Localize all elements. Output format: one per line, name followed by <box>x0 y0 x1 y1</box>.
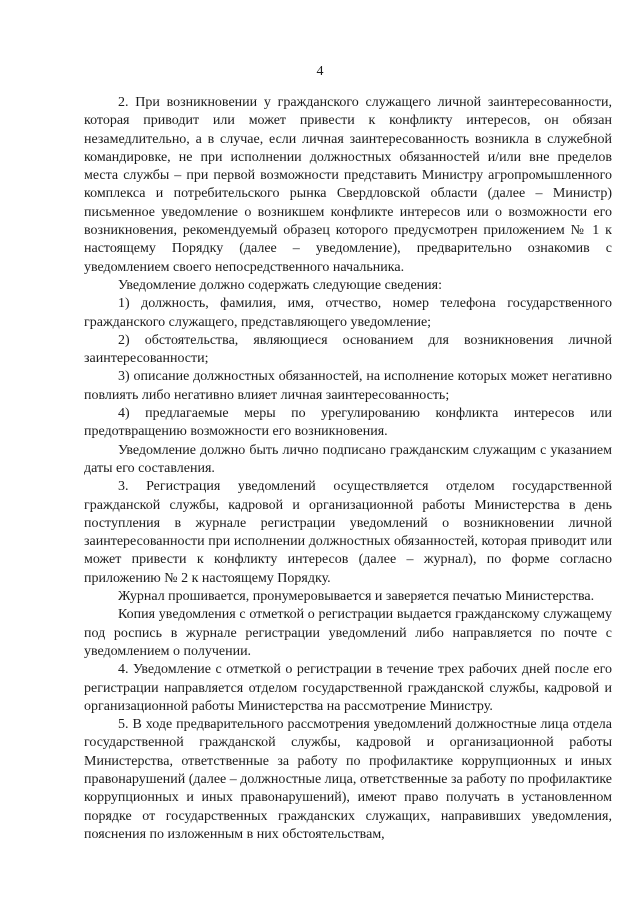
paragraph-item-1: 1) должность, фамилия, имя, отчество, номер телефона государственного гражданского служащего, представляющего уведомление; <box>84 296 612 330</box>
paragraph-item-3: 3) описание должностных обязанностей, на исполнение которых может негативно повлиять либо негативно влияет личная заинтересованность; <box>84 369 612 403</box>
page-number: 4 <box>316 64 324 79</box>
paragraph-clause-2: 2. При возникновении у гражданского служащего личной заинтересованности, которая приводит или может привести к конфликту интересов, он обязан незамедлительно, а в случае, если личная заинтересованность возникла в служебной командировке, не при исполнении должностных обязанностей и/или вне пределов места службы – при первой возможности представить Министру агропромышленного комплекса и потребительского рынка Свердловской области (далее – Министр) письменное уведомление о возникшем конфликте интересов или о возможности его возникновения, рекомендуемый образец которого предусмотрен приложением № 1 к настоящему Порядку (далее – уведомление), предварительно ознакомив с уведомлением своего непосредственного начальника. <box>84 95 612 275</box>
paragraph-clause-3: 3. Регистрация уведомлений осуществляется отделом государственной гражданской службы, кадровой и организационной работы Министерства в день поступления в журнале регистрации уведомлений о возникновении личной заинтересованности при исполнении должностных обязанностей, которая приводит или может привести к конфликту интересов (далее – журнал), по форме согласно приложению № 2 к настоящему Порядку. <box>84 479 612 586</box>
paragraph-copy-issuance: Копия уведомления с отметкой о регистрации выдается гражданскому служащему под роспись в журнале регистрации уведомлений либо направляется по почте с уведомлением о получении. <box>84 607 612 659</box>
paragraph-notice-content-intro: Уведомление должно содержать следующие сведения: <box>118 277 442 293</box>
paragraph-clause-4: 4. Уведомление с отметкой о регистрации в течение трех рабочих дней после его регистрации направляется отделом государственной гражданской службы, кадровой и организационной работы Министерства на рассмотрение Министру. <box>84 662 612 714</box>
paragraph-clause-5: 5. В ходе предварительного рассмотрения уведомлений должностные лица отдела государственной гражданской службы, кадровой и организационной работы Министерства, ответственные за работу по профилактике коррупционных и иных правонарушений (далее – должностные лица, ответственные за работу по профилактике коррупционных и иных правонарушений), имеют право получать в установленном порядке от государственных гражданских служащих, направивших уведомления, пояснения по изложенным в них обстоятельствам, <box>84 717 612 842</box>
paragraph-item-2: 2) обстоятельства, являющиеся основанием для возникновения личной заинтересованности; <box>84 332 612 367</box>
paragraph-journal: Журнал прошивается, пронумеровывается и заверяется печатью Министерства. <box>118 589 595 605</box>
paragraph-item-4: 4) предлагаемые меры по урегулированию конфликта интересов или предотвращению возможности его возникновения. <box>84 406 612 440</box>
document-body <box>84 94 612 844</box>
paragraph-signature-requirement: Уведомление должно быть лично подписано гражданским служащим с указанием даты его составления. <box>84 442 612 476</box>
